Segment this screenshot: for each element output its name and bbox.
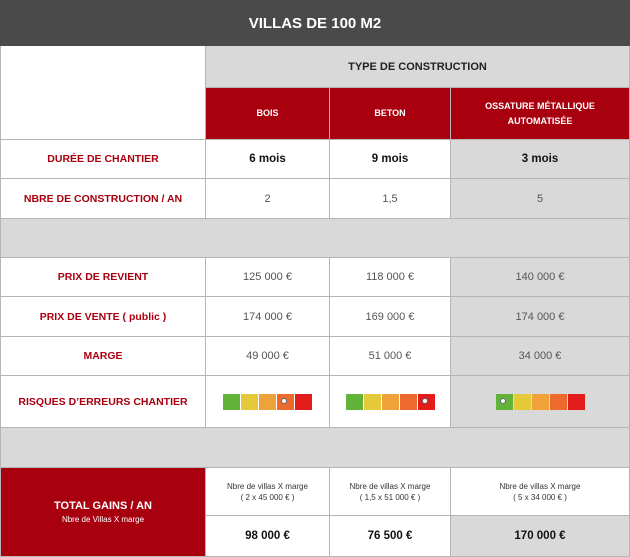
vente-beton: 169 000 €	[330, 297, 451, 337]
risk-level-square	[418, 394, 435, 410]
marge-beton: 51 000 €	[330, 337, 451, 376]
risques-beton	[330, 376, 451, 428]
column-header-bois: BOIS	[206, 88, 330, 140]
total-ossature: 170 000 €	[451, 516, 630, 557]
risk-level-square	[382, 394, 399, 410]
revient-beton: 118 000 €	[330, 258, 451, 297]
duree-ossature: 3 mois	[451, 140, 630, 179]
risques-ossature	[451, 376, 630, 428]
risk-marker-icon	[500, 398, 506, 404]
risques-bois	[206, 376, 330, 428]
risk-level-square	[277, 394, 294, 410]
total-beton: 76 500 €	[330, 516, 451, 557]
formula-title: Nbre de villas X marge	[349, 481, 431, 491]
total-gains-title: TOTAL GAINS / AN	[54, 500, 152, 512]
row-label-revient: PRIX DE REVIENT	[0, 258, 206, 297]
risk-marker-icon	[281, 398, 287, 404]
risk-level-square	[496, 394, 513, 410]
separator-row	[0, 428, 630, 468]
risk-level-square	[241, 394, 258, 410]
total-bois: 98 000 €	[206, 516, 330, 557]
risk-level-square	[514, 394, 531, 410]
column-header-beton: BETON	[330, 88, 451, 140]
revient-ossature: 140 000 €	[451, 258, 630, 297]
risk-scale	[223, 394, 312, 410]
risk-level-square	[532, 394, 549, 410]
risk-level-square	[346, 394, 363, 410]
risk-level-square	[364, 394, 381, 410]
duree-beton: 9 mois	[330, 140, 451, 179]
vente-ossature: 174 000 €	[451, 297, 630, 337]
risk-level-square	[400, 394, 417, 410]
risk-level-square	[259, 394, 276, 410]
construction-type-header: TYPE DE CONSTRUCTION	[206, 46, 630, 88]
row-label-risques: RISQUES D’ERREURS CHANTIER	[0, 376, 206, 428]
formula-detail: ( 5 x 34 000 € )	[513, 492, 567, 502]
risk-level-square	[223, 394, 240, 410]
risk-scale	[346, 394, 435, 410]
separator-row	[0, 219, 630, 258]
total-gains-label	[0, 468, 206, 557]
risk-level-square	[295, 394, 312, 410]
nbre-bois: 2	[206, 179, 330, 219]
formula-ossature	[451, 468, 630, 516]
row-label-marge: MARGE	[0, 337, 206, 376]
row-label-nbre: NBRE DE CONSTRUCTION / AN	[0, 179, 206, 219]
empty-corner-cell	[0, 46, 206, 140]
formula-title: Nbre de villas X marge	[227, 481, 308, 491]
vente-bois: 174 000 €	[206, 297, 330, 337]
column-header-ossature: OSSATURE MÉTALLIQUE AUTOMATISÉE	[451, 88, 630, 140]
table-title: VILLAS DE 100 M2	[0, 0, 630, 46]
duree-bois: 6 mois	[206, 140, 330, 179]
formula-beton	[330, 468, 451, 516]
formula-detail: ( 1,5 x 51 000 € )	[359, 492, 421, 502]
row-label-duree: DURÉE DE CHANTIER	[0, 140, 206, 179]
nbre-beton: 1,5	[330, 179, 451, 219]
risk-level-square	[568, 394, 585, 410]
marge-bois: 49 000 €	[206, 337, 330, 376]
risk-scale	[496, 394, 585, 410]
risk-level-square	[550, 394, 567, 410]
formula-detail: ( 2 x 45 000 € )	[240, 492, 295, 502]
marge-ossature: 34 000 €	[451, 337, 630, 376]
risk-marker-icon	[422, 398, 428, 404]
revient-bois: 125 000 €	[206, 258, 330, 297]
total-gains-sublabel: Nbre de Villas X marge	[61, 515, 145, 524]
formula-bois	[206, 468, 330, 516]
nbre-ossature: 5	[451, 179, 630, 219]
formula-title: Nbre de villas X marge	[499, 481, 581, 491]
row-label-vente: PRIX DE VENTE ( public )	[0, 297, 206, 337]
